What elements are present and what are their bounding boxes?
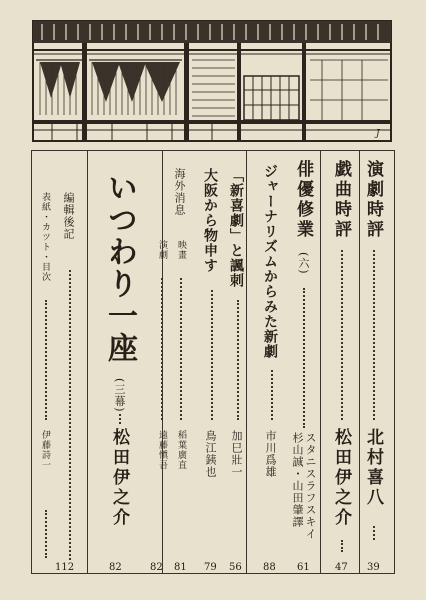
toc-subtitle-theatre: 演劇 bbox=[157, 240, 167, 260]
toc-part: (六) bbox=[297, 252, 310, 275]
leader-dots bbox=[69, 270, 71, 560]
toc-page-number: 61 bbox=[297, 562, 310, 573]
leader-dots bbox=[237, 300, 239, 420]
toc-author: 松田伊之介 bbox=[331, 428, 351, 528]
toc-page-number: 112 bbox=[55, 562, 75, 573]
toc-translator: 杉山誠・山田肇譯 bbox=[291, 432, 304, 528]
toc-subtitle-film: 映畫 bbox=[176, 240, 186, 260]
leader-dots bbox=[341, 540, 343, 552]
toc-author: 北村喜八 bbox=[363, 428, 383, 508]
leader-dots bbox=[373, 250, 375, 420]
toc-part: (三幕) bbox=[113, 378, 126, 413]
toc-author: 加巳壯一 bbox=[230, 430, 243, 478]
toc-title-editors-note: 編輯後記 bbox=[62, 192, 75, 240]
column-rule bbox=[320, 150, 321, 574]
toc-title-actor-training: 俳優修業 bbox=[293, 160, 313, 240]
leader-dots bbox=[45, 510, 47, 558]
toc-author: 松田伊之介 bbox=[109, 428, 129, 528]
toc-page-number: 47 bbox=[335, 562, 348, 573]
toc-page-number: 56 bbox=[229, 562, 242, 573]
toc-author: スタニスラフスキイ bbox=[304, 432, 317, 540]
leader-dots bbox=[373, 526, 375, 540]
toc-title-cover-credits: 表紙・カツト・目次 bbox=[40, 192, 50, 282]
theatre-facade-illustration bbox=[32, 20, 392, 142]
leader-dots bbox=[45, 300, 47, 420]
toc-title-new-comedy: 「新喜劇」と諷刺 bbox=[228, 168, 244, 288]
illustration-signature: J bbox=[376, 129, 380, 139]
toc-author: 伊藤詩一 bbox=[40, 430, 50, 470]
leader-dots bbox=[303, 288, 305, 428]
leader-dots bbox=[211, 290, 213, 420]
toc-title-false-troupe: いつわり一座 bbox=[102, 172, 137, 364]
toc-page-number: 39 bbox=[367, 562, 380, 573]
column-rule bbox=[359, 150, 360, 574]
toc-title-drama-review: 戯曲時評 bbox=[331, 160, 351, 240]
toc-title-overseas-news: 海外消息 bbox=[173, 168, 186, 216]
leader-dots bbox=[271, 370, 273, 420]
leader-dots bbox=[119, 414, 121, 424]
toc-title-journalism: ジャーナリズムからみた新劇 bbox=[262, 164, 278, 359]
toc-author: 遠藤愼吾 bbox=[157, 430, 167, 470]
toc-title-theatre-review: 演劇時評 bbox=[363, 160, 383, 240]
toc-page-number: 81 bbox=[174, 562, 187, 573]
toc-page-number: 79 bbox=[204, 562, 217, 573]
toc-author: 市川爲雄 bbox=[264, 430, 277, 478]
toc-author: 稻葉廣直 bbox=[176, 430, 186, 470]
column-rule bbox=[87, 150, 88, 574]
leader-dots bbox=[180, 278, 182, 420]
toc-page-number: 82 bbox=[109, 562, 122, 573]
column-rule bbox=[246, 150, 247, 574]
toc-author: 鳥江銕也 bbox=[204, 430, 217, 478]
leader-dots bbox=[161, 278, 163, 420]
toc-title-osaka: 大阪から物申す bbox=[202, 168, 218, 273]
leader-dots bbox=[341, 250, 343, 420]
toc-page-number: 88 bbox=[263, 562, 276, 573]
toc-page-number: 82 bbox=[150, 562, 163, 573]
